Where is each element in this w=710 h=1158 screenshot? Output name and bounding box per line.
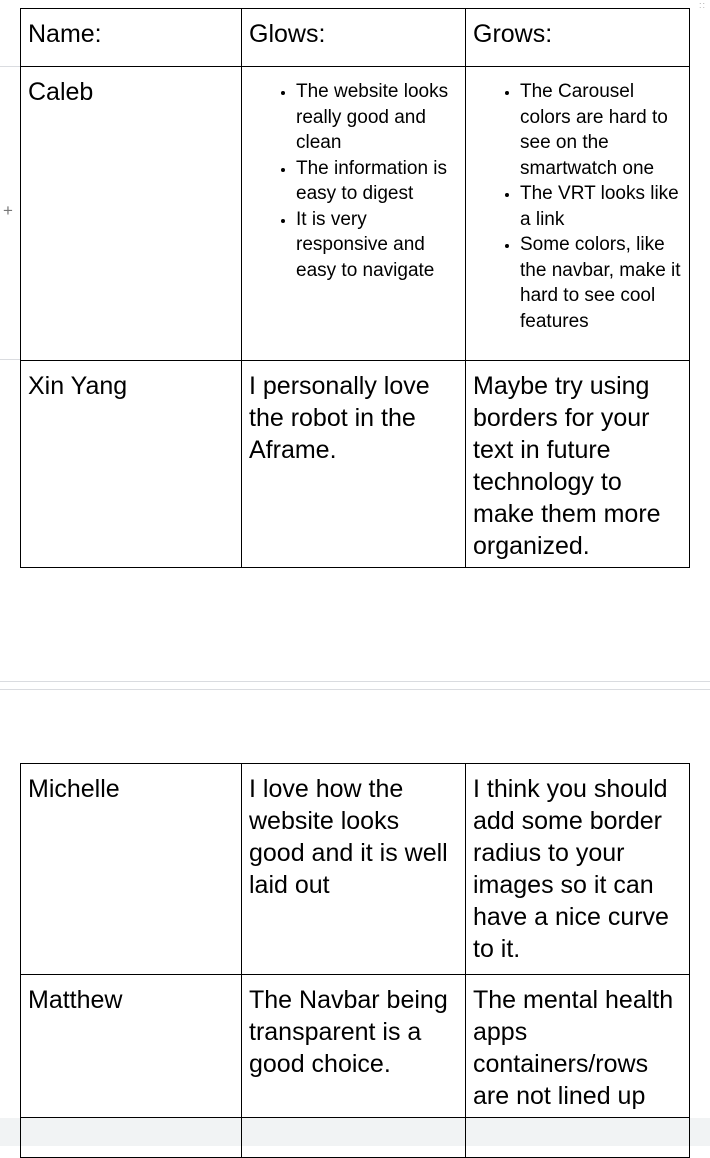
table-row-partial: [21, 1118, 690, 1158]
glows-cell: I personally love the robot in the Aframe.: [242, 361, 466, 568]
student-name: Michelle: [21, 764, 242, 975]
grows-cell: [466, 67, 690, 361]
header-name: Name:: [21, 9, 242, 67]
header-grows: Grows:: [466, 9, 690, 67]
page-edge-mid-left: [0, 359, 20, 360]
table-row: [21, 975, 690, 1118]
student-name: Caleb: [21, 67, 242, 361]
feedback-table-2: [20, 763, 690, 1158]
list-item: • The VRT looks like a link: [520, 181, 682, 232]
table-row: [21, 764, 690, 975]
page-edge-top-left: [0, 66, 20, 67]
glows-list: [249, 79, 458, 283]
list-item: • The website looks really good and clean: [296, 79, 458, 156]
page-break-line-1: [0, 681, 710, 682]
empty-cell: [466, 1118, 690, 1158]
table-row: [21, 67, 690, 361]
list-item: • The Carousel colors are hard to see on the smartwatch one: [520, 79, 682, 181]
table-row: [21, 361, 690, 568]
feedback-table-1: [20, 8, 690, 568]
page-break-line-2: [0, 689, 710, 690]
empty-cell: [21, 1118, 242, 1158]
grows-list: [473, 79, 682, 334]
corner-dots-icon: ::: [698, 0, 706, 10]
header-glows: Glows:: [242, 9, 466, 67]
grows-cell: Maybe try using borders for your text in future technology to make them more organized.: [466, 361, 690, 568]
header-row: [21, 9, 690, 67]
list-item: • It is very responsive and easy to navigate: [296, 207, 458, 284]
student-name: Xin Yang: [21, 361, 242, 568]
student-name: Matthew: [21, 975, 242, 1118]
glows-cell: [242, 67, 466, 361]
grows-cell: I think you should add some border radius to your images so it can have a nice curve to it.: [466, 764, 690, 975]
list-item: • The information is easy to digest: [296, 156, 458, 207]
grows-cell: The mental health apps containers/rows are not lined up: [466, 975, 690, 1118]
empty-cell: [242, 1118, 466, 1158]
glows-cell: I love how the website looks good and it is well laid out: [242, 764, 466, 975]
glows-cell: The Navbar being transparent is a good choice.: [242, 975, 466, 1118]
add-row-icon[interactable]: +: [3, 201, 13, 220]
list-item: • Some colors, like the navbar, make it hard to see cool features: [520, 232, 682, 334]
